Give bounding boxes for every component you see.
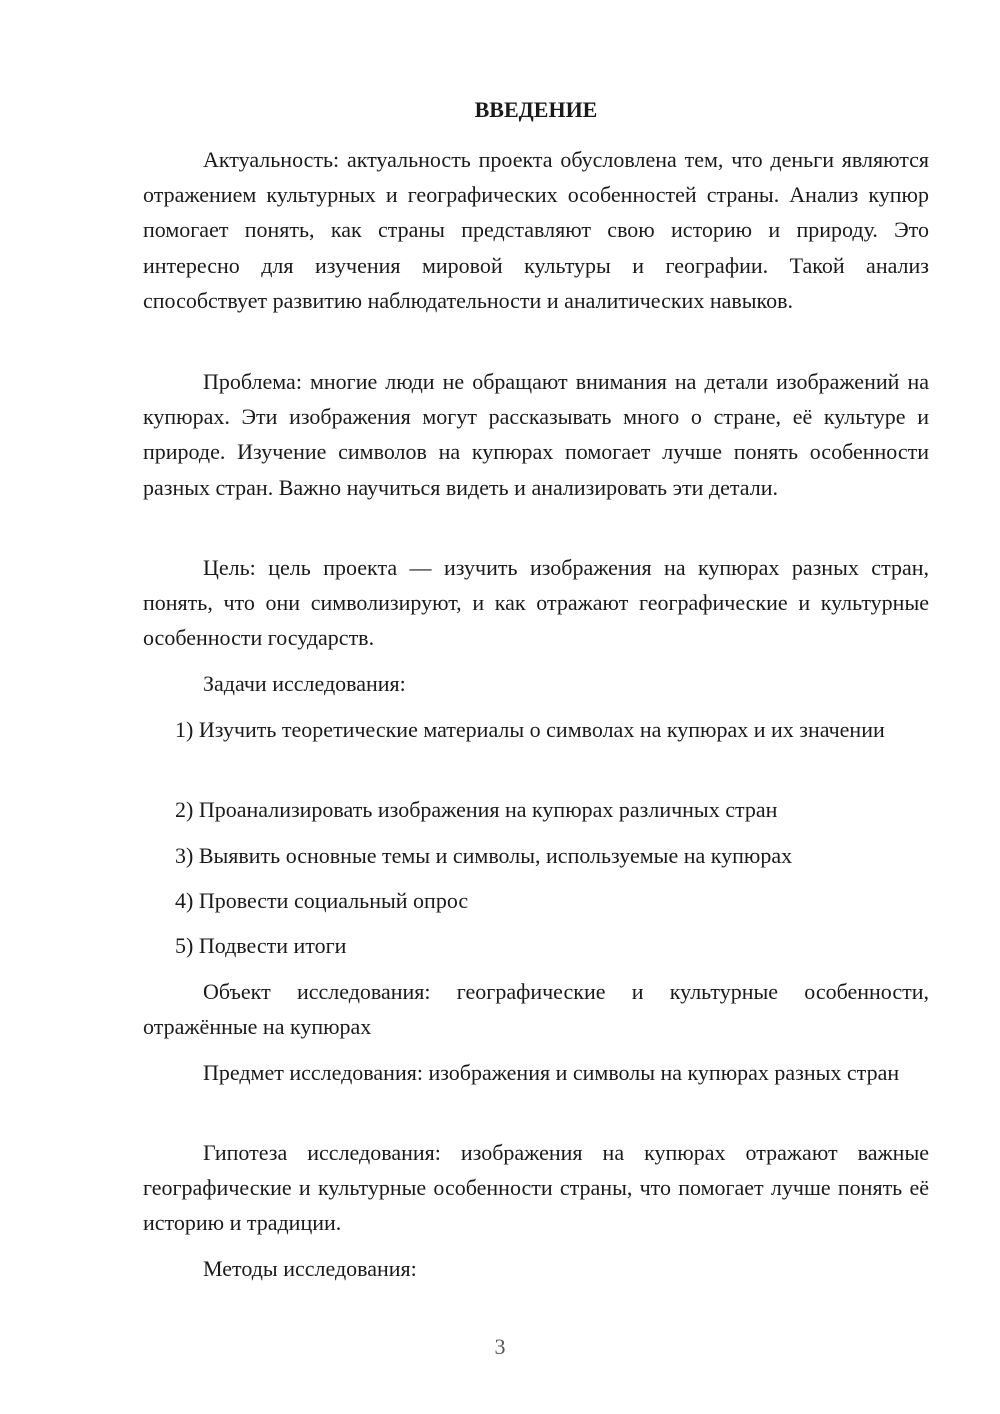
paragraph-problem: Проблема: многие люди не обращают внимания на детали изображений на купюрах. Эти изображения могут рассказывать много о стране, её культуре и природе. Изучение символов на купюрах помогает лучше понять особенности разных стран. Важно научиться видеть и анализировать эти детали.: [143, 369, 929, 500]
task-item-5: 5) Подвести итоги: [175, 933, 347, 958]
methods-heading: Методы исследования:: [203, 1256, 417, 1281]
page-title: ВВЕДЕНИЕ: [474, 97, 598, 122]
paragraph-object: Объект исследования: географические и культурные особенности, отражённые на купюрах: [143, 979, 929, 1040]
paragraph-relevance: Актуальность: актуальность проекта обусловлена тем, что деньги являются отражением культурных и географических особенностей страны. Анализ купюр помогает понять, как страны представляют свою историю и природу. Это интересно для изучения мировой культуры и географии. Такой анализ способствует развитию наблюдательности и аналитических навыков.: [143, 147, 929, 313]
task-item-4: 4) Провести социальный опрос: [175, 888, 469, 913]
paragraph-subject: Предмет исследования: изображения и символы на купюрах разных стран: [203, 1060, 900, 1085]
paragraph-goal: Цель: цель проекта — изучить изображения на купюрах разных стран, понять, что они символизируют, и как отражают географические и культурные особенности государств.: [143, 555, 929, 651]
task-item-3: 3) Выявить основные темы и символы, используемые на купюрах: [175, 843, 793, 868]
page-number: 3: [494, 1334, 506, 1359]
tasks-heading: Задачи исследования:: [203, 671, 406, 696]
paragraph-hypothesis: Гипотеза исследования: изображения на купюрах отражают важные географические и культурные особенности страны, что помогает лучше понять её историю и традиции.: [143, 1140, 929, 1236]
task-item-1: 1) Изучить теоретические материалы о символах на купюрах и их значении: [175, 717, 885, 742]
task-item-2: 2) Проанализировать изображения на купюрах различных стран: [175, 797, 778, 822]
